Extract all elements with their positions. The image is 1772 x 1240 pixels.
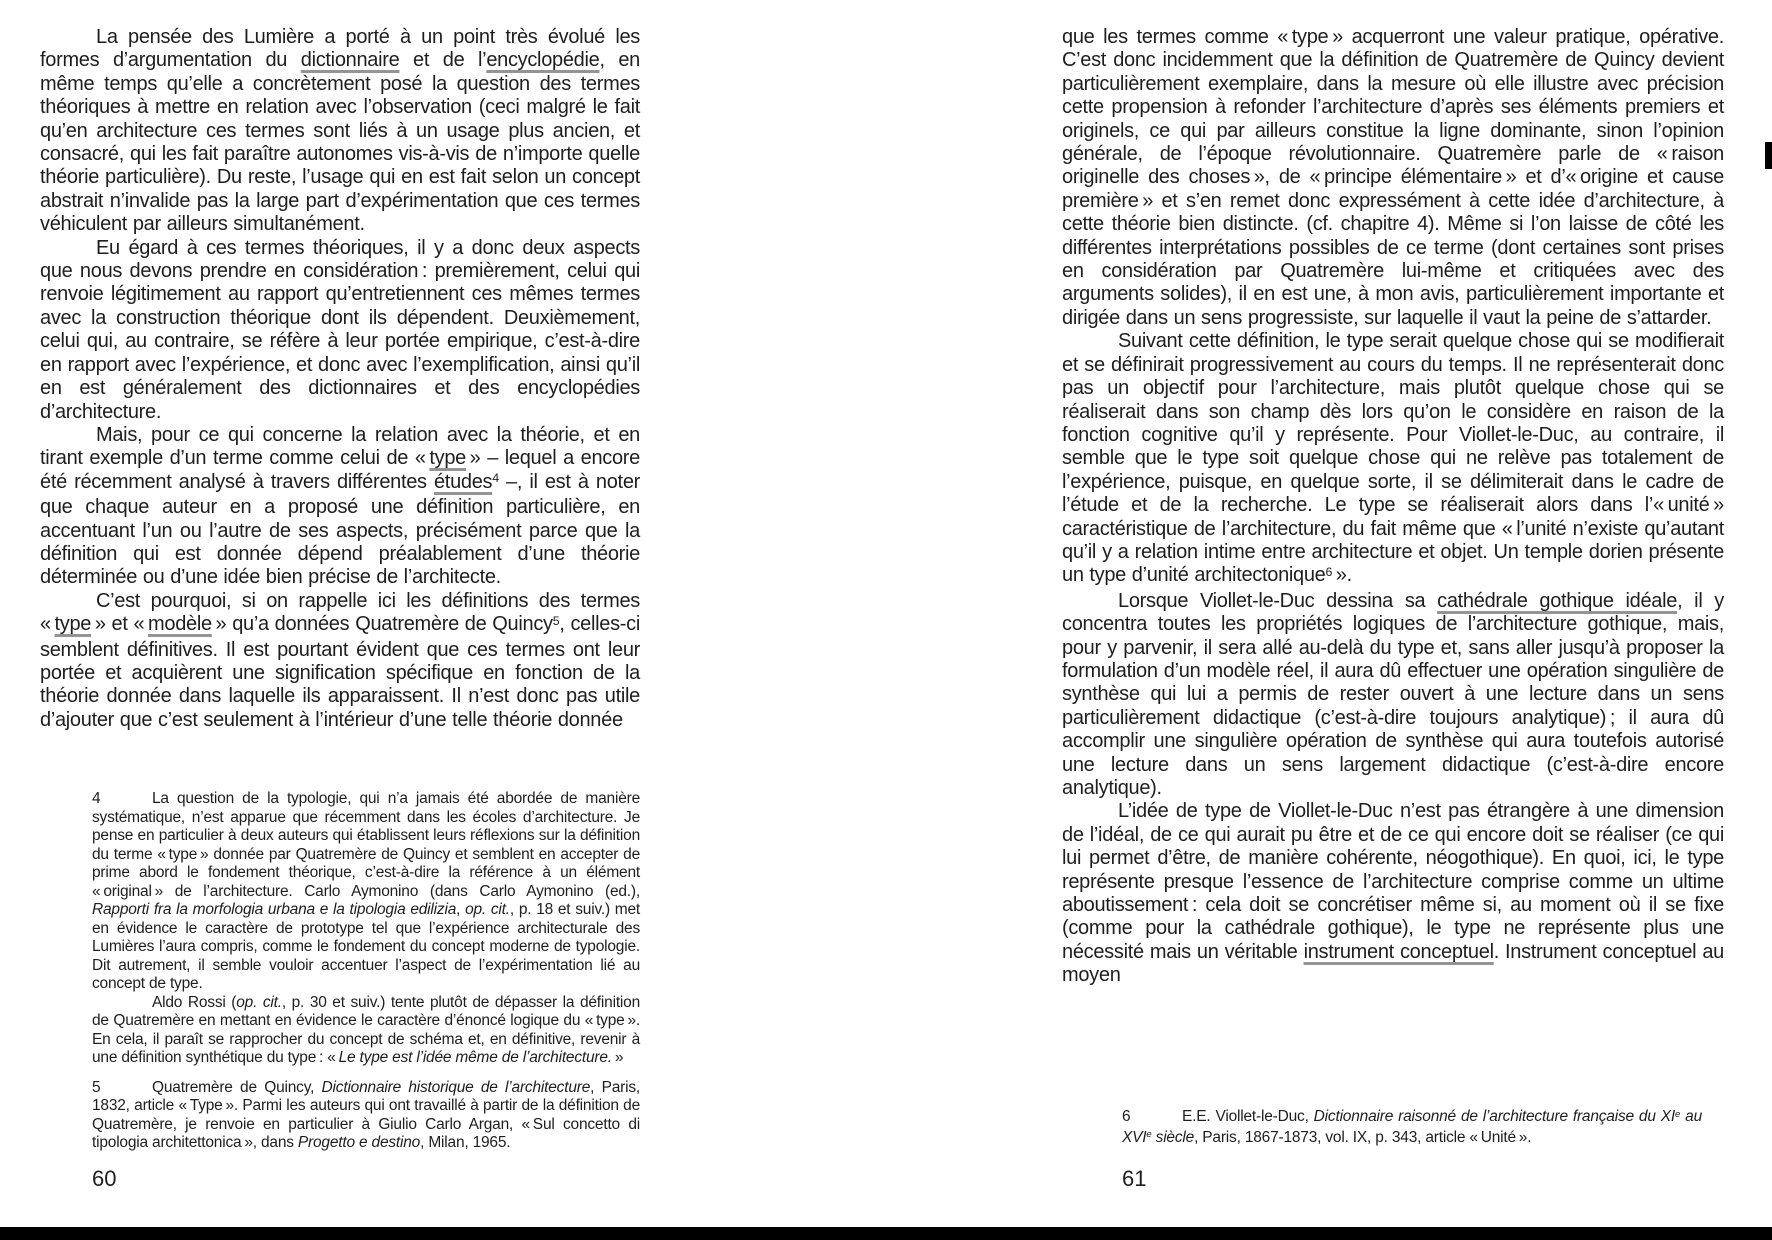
underlined-term: e (1675, 1108, 1681, 1120)
page-60-footnotes (92, 790, 640, 1153)
body-paragraph (1062, 590, 1724, 801)
text-run: » qu’a données Quatremère de Quincy (211, 613, 553, 636)
underlined-term: instrument conceptuel (1303, 940, 1494, 963)
italic-citation: Le type est l’idée même de l’architecture. (338, 1049, 612, 1066)
body-paragraph (40, 237, 640, 424)
text-run: Eu égard à ces termes théoriques, il y a donc deux aspects que nous devons prendre en considération : premièrement, celui qui renvoie légitimement au rapport qu’entretiennent ces mêmes termes avec la construction théorique dont ils dépendent. Deuxièmement, celui qui, au contraire, se réfère à leur portée empirique, c’est-à-dire en rapport avec l’expérience, et donc avec l’exemplification, ainsi qu’il en est généralement des dictionnaires et des encyclopédies d’architecture. (40, 236, 640, 423)
underlined-term: e (1146, 1129, 1152, 1141)
footnote-marker: 5 (92, 1078, 101, 1096)
footnote-6 (1122, 1108, 1702, 1149)
body-paragraph (1062, 26, 1724, 330)
page-61-text-column (1062, 26, 1724, 988)
body-paragraph (40, 26, 640, 237)
footnote-paragraph (92, 994, 640, 1068)
footnote-4 (92, 790, 640, 1068)
text-run: , Milan, 1965. (420, 1134, 511, 1151)
body-paragraph (1062, 330, 1724, 589)
page-number-61: 61 (1122, 1166, 1147, 1191)
text-run: . Instrument conceptuel au moyen (1062, 940, 1724, 987)
underlined-term: cathédrale gothique idéale (1437, 589, 1678, 612)
text-run: La pensée des Lumière a porté à un point très évolué les formes d’argumentation du (40, 26, 640, 72)
underlined-term: type (429, 447, 466, 470)
text-run: , Paris, 1867-1873, vol. IX, p. 343, article « Unité ». (1194, 1128, 1532, 1146)
footnote-paragraph (1122, 1108, 1702, 1149)
italic-citation: Dictionnaire historique de l’architecture (321, 1078, 591, 1096)
text-run: » – lequel a encore été récemment analysé à travers différentes (40, 447, 640, 493)
italic-citation: Progetto e destino (297, 1134, 421, 1151)
footnote-marker: 6 (1122, 1108, 1131, 1125)
text-run: , Paris, 1832, article « Type ». Parmi les auteurs qui ont travaillé à partir de la définition de Quatremère, je renvoie en particulier à Giulio Carlo Argan, « Sul concetto di tipologia architettonica », dans (92, 1078, 640, 1151)
text-run: E.E. Viollet-le-Duc, (1182, 1108, 1314, 1125)
text-run: , p. 18 et suiv.) met en évidence le caractère de prototype tel que l’expérience architecturale des Lumières l’aura compris, comme le fondement du concept moderne de typologie. Dit autrement, il semble vouloir accentuer l’aspect de l’expérimentation lié au concept de type. (92, 901, 641, 992)
text-run: , (456, 901, 466, 918)
footnote-paragraph (92, 790, 640, 994)
text-run: C’est pourquoi, si on rappelle ici les définitions des termes « (40, 589, 640, 636)
italic-citation: op. cit. (465, 901, 510, 918)
underlined-term: 6 (1325, 564, 1333, 579)
italic-citation: au XVI (1122, 1108, 1702, 1146)
text-run: » et « (91, 613, 149, 636)
scan-edge-artifact (1765, 142, 1772, 169)
body-paragraph (1062, 800, 1724, 987)
body-paragraph (40, 424, 640, 590)
text-run: , il y concentra toutes les propriétés logiques de l’architecture gothique, mais, pour y parvenir, il sera allé au-delà du type et, sans aller jusqu’à proposer la formulation d’un modèle réel, il aura dû effectuer une opération singulière de synthèse qui lui a permis de rester ouvert à une lecture dans un sens particulièrement didactique (c’est-à-dire toujours analytique) ; il aura dû accomplir une singulière opération de synthèse qui aura toutefois autorisé une lecture dans un sens largement didactique (c’est-à-dire encore analytique). (1062, 589, 1724, 799)
text-run: –, il est à noter que chaque auteur en a proposé une définition particulière, en accentuant l’un ou l’autre de ses aspects, précisément parce que la définition qui est donnée dépend préalablement d’une théorie déterminée ou d’une idée bien précise de l’architecte. (40, 470, 640, 589)
text-run: Aldo Rossi ( (152, 993, 237, 1011)
footnote-5 (92, 1079, 640, 1153)
text-run: » (611, 1049, 624, 1066)
underlined-term: 4 (492, 471, 499, 486)
text-run: L’idée de type de Viollet-le-Duc n’est pas étrangère à une dimension de l’idéal, de ce qui aurait pu être et de ce qui encore doit se réaliser (ce qui lui permet d’être, de manière cohérente, néogothique). En quoi, ici, le type représente presque l’essence de l’architecture comprise comme un ultime aboutissement : cela doit se concrétiser même si, au moment où il se fixe (comme pour la cathédrale gothique), le type ne représente plus une nécessité mais un véritable (1062, 800, 1724, 963)
italic-citation: op. cit. (236, 993, 282, 1011)
underlined-term: modèle (148, 613, 212, 636)
italic-citation: siècle (1151, 1128, 1195, 1146)
text-run: Suivant cette définition, le type serait quelque chose qui se modifierait et se définirait progressivement au cours du temps. Il ne représenterait donc pas un objectif pour l’architecture, mais plutôt quelque chose qui se réaliserait dans son champ dès lors qu’on le considère en raison de la fonction cognitive qu’il y représente. Pour Viollet-le-Duc, au contraire, il semble que le type soit quelque chose qui ne relève pas totalement de l’expérience, puisque, en quelque sorte, il se délimiterait dans le cadre de l’étude et de la recherche. Le type se réaliserait alors dans l’« unité » caractéristique de l’architecture, du fait même que « l’unité n’existe qu’autant qu’il y a relation intime entre architecture et objet. Un temple dorien présente un type d’unité architectonique (1062, 330, 1724, 587)
italic-citation: Dictionnaire raisonné de l’architecture française du XI (1313, 1108, 1676, 1125)
text-run: , p. 30 et suiv.) tente plutôt de dépasser la définition de Quatremère en mettant en évidence le caractère d’énoncé logique du « type ». En cela, il paraît se rapprocher du concept de schéma et, en définitive, revenir à une définition synthétique du type : « (92, 993, 641, 1066)
text-run: ». (1332, 564, 1352, 587)
underlined-term: 5 (552, 613, 560, 628)
text-run: que les termes comme « type » acquerront une valeur pratique, opérative. C’est donc incidemment que la définition de Quatremère de Quincy devient particulièrement exemplaire, dans la mesure où elle illustre avec précision cette propension à refonder l’architecture d’après ses éléments premiers et originels, ce qui par ailleurs constitue la ligne dominante, sinon l’opinion générale, de l’époque révolutionnaire. Quatremère parle de « raison originelle des choses », de « principe élémentaire » et d’« origine et cause première » et s’en remet donc expressément à cette idée d’architecture, à cette théorie bien distincte. (cf. chapitre 4). Même si l’on laisse de côté les différentes interprétations possibles de ce terme (dont certaines sont prises en considération par Quatremère lui-même et critiquées avec des arguments solides), il en est une, à mon avis, particulièrement importante et dirigée dans un sens progressiste, sur laquelle il vaut la peine de s’attarder. (1062, 26, 1724, 329)
underlined-term: études (433, 470, 493, 493)
footnote-marker: 4 (92, 790, 101, 807)
underlined-term: dictionnaire (300, 49, 400, 72)
scan-bottom-bar (0, 1227, 1772, 1240)
italic-citation: Rapporti fra la morfologia urbana e la tipologia edilizia (92, 901, 457, 918)
text-run: Mais, pour ce qui concerne la relation avec la théorie, et en tirant exemple d’un terme comme celui de « (40, 423, 640, 470)
page-61-footnotes (1122, 1108, 1702, 1149)
text-run: , celles-ci semblent définitives. Il est pourtant évident que ces termes ont leur portée et acquièrent une signification spécifique en fonction de la théorie donnée dans laquelle ils apparaissent. Il n’est donc pas utile d’ajouter que c’est seulement à l’intérieur d’une telle théorie donnée (40, 613, 640, 731)
text-run: et de l’ (399, 49, 487, 72)
text-run: Lorsque Viollet-le-Duc dessina sa (1118, 589, 1438, 612)
page-60-text-column (40, 26, 640, 732)
footnote-paragraph (92, 1079, 640, 1153)
underlined-term: encyclopédie (486, 49, 600, 72)
text-run: , en même temps qu’elle a concrètement posé la question des termes théoriques à mettre en relation avec l’observation (ceci malgré le fait qu’en architecture ces termes sont liés à un usage plus ancien, et consacré, qui les fait paraître autonomes vis-à-vis de n’importe quelle théorie particulière). Du reste, l’usage qui en est fait selon un concept abstrait n’invalide pas la large part d’expérimentation que ces termes véhiculent par ailleurs simultanément. (40, 49, 640, 236)
body-paragraph (40, 590, 640, 732)
text-run: La question de la typologie, qui n’a jamais été abordée de manière systématique, n’est apparue que récemment dans les écoles d’architecture. Je pense en particulier à deux auteurs qui établissent leurs réflexions sur la définition du terme « type » donnée par Quatremère de Quincy et semblent en accepter de prime abord le fondement théorique, c’est-à-dire la référence à un élément « original » de l’architecture. Carlo Aymonino (dans Carlo Aymonino (ed.), (92, 790, 640, 900)
text-run: Quatremère de Quincy, (152, 1078, 322, 1096)
page-number-60: 60 (92, 1166, 117, 1191)
underlined-term: type (54, 613, 92, 636)
